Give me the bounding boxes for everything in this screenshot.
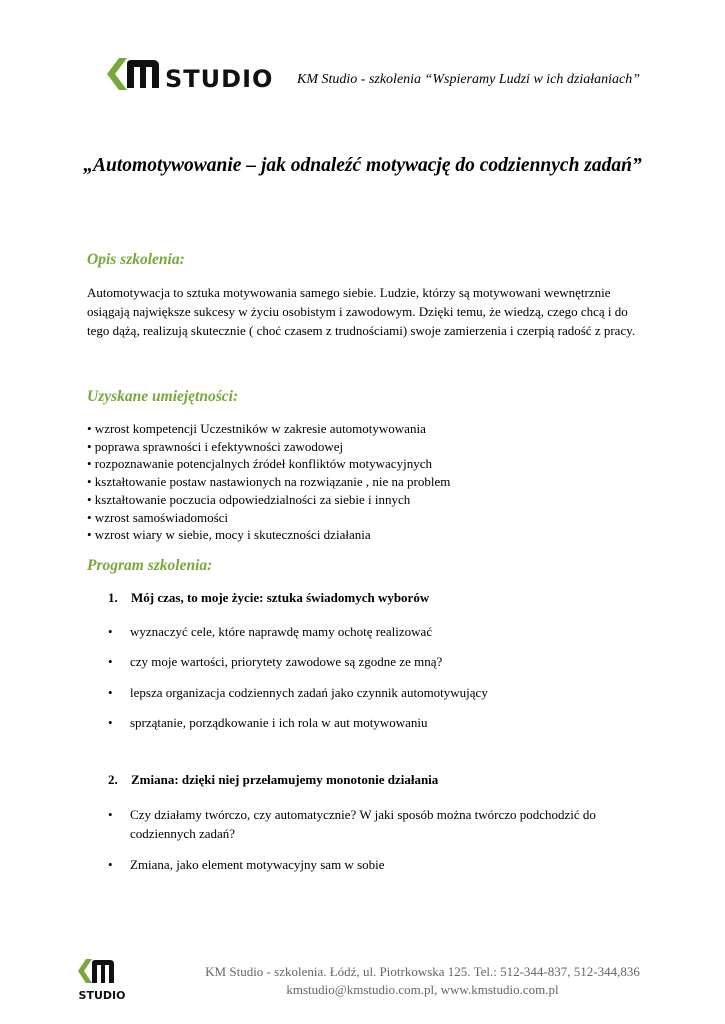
description-paragraph: Automotywacja to sztuka motywowania samego siebie. Ludzie, którzy są motywowani wewnętrznie osiągają największe sukcesy w życiu osobistym i zawodowym. Dzięki temu, że wiedzą, czego chcą i do tego dążą, realizują skutecznie ( choć czasem z trudnościami) swoje zamierzenia i czerpią radość z pracy.: [87, 285, 636, 339]
page-title: „Automotywowanie – jak odnaleźć motywację do codziennych zadań”: [83, 155, 642, 176]
list-item: • rozpoznawanie potencjalnych źródeł konfliktów motywacyjnych: [87, 456, 432, 472]
list-item: • kształtowanie postaw nastawionych na rozwiązanie , nie na problem: [87, 474, 451, 490]
skills-list: [87, 420, 450, 544]
bullet-icon: •: [108, 715, 113, 730]
bullet-icon: •: [108, 654, 113, 669]
program-subheading-1: [108, 590, 429, 606]
svg-text:STUDIO: STUDIO: [78, 989, 126, 1002]
footer-address: KM Studio - szkolenia. Łódź, ul. Piotrkowska 125. Tel.: 512-344-837, 512-344,836: [205, 964, 640, 979]
svg-text:STUDIO: STUDIO: [165, 65, 273, 92]
header-tagline: KM Studio - szkolenia “Wspieramy Ludzi w ich działaniach”: [297, 72, 640, 87]
section-heading-program: Program szkolenia:: [87, 557, 213, 574]
bullet-icon: •: [108, 807, 113, 822]
section-heading-skills: Uzyskane umiejętności:: [87, 388, 239, 405]
list-item: • wzrost wiary w siebie, mocy i skuteczności działania: [87, 527, 371, 543]
list-item: • kształtowanie poczucia odpowiedzialności za siebie i innych: [87, 491, 411, 507]
km-studio-logo: [103, 56, 273, 92]
list-item: • wzrost samoświadomości: [87, 509, 229, 525]
subheading-title: Zmiana: dzięki niej przełamujemy monotonie działania: [131, 772, 439, 787]
subheading-number: 1.: [108, 590, 118, 605]
footer-contact: [180, 963, 665, 999]
program-subheading-2: [108, 772, 438, 788]
bullet-icon: •: [108, 624, 113, 639]
section-heading-opis: Opis szkolenia:: [87, 251, 185, 268]
bullet-icon: •: [108, 857, 113, 872]
list-item: • poprawa sprawności i efektywności zawodowej: [87, 438, 344, 454]
subheading-number: 2.: [108, 772, 118, 787]
footer-logo: [76, 957, 128, 1003]
subheading-title: Mój czas, to moje życie: sztuka świadomych wyborów: [131, 590, 430, 605]
bullet-icon: •: [108, 685, 113, 700]
footer-email-web: kmstudio@kmstudio.com.pl, www.kmstudio.com.pl: [286, 982, 559, 997]
list-item: • wzrost kompetencji Uczestników w zakresie automotywowania: [87, 421, 426, 436]
